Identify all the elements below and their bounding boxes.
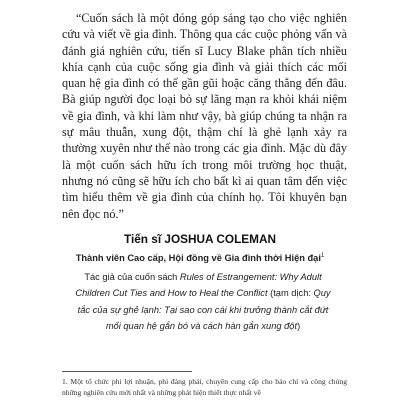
endorsement-quote: “Cuốn sách là một đóng góp sáng tạo cho việc nghiên cứu và viết về gia đình. Thông qua các cuộc phỏng vấn và đánh giá nghiên cứu, tiến sĩ Lucy Blake phân tích nhiều khía cạnh của cuộc sống gia đình và giải thích các mối quan hệ gia đình có thể gần gũi hoặc căng thẳng đến đâu. Bà giúp người đọc loại bỏ sự lãng mạn ra khỏi khái niệm về gia đình, và khi làm như vậy, bà giúp chúng ta nhận ra sự mâu thuẫn, xung đột, thậm chí là ghẻ lạnh xảy ra thường xuyên như thế nào trong các gia đình. Mặc dù đây là một cuốn sách hữu ích trong môi trường học thuật, nhưng nó cũng sẽ hữu ích cho bất kì ai quan tâm đến việc tìm hiểu thêm về gia đình của chính họ. Tôi khuyên bạn nên đọc nó.” [62, 11, 347, 221]
bio-book-title: Rules of Estrangement: Why Adult Children Cut Ties and How to Heal the Conflict [75, 272, 322, 299]
footnote-divider [62, 371, 192, 372]
endorser-role-text: Thành viên Cao cấp, Hội đồng về Gia đình thời Hiện đại [75, 253, 321, 264]
bio-book-title-translation: Quy tắc của sự ghẻ lạnh: Tại sao con cái khi trưởng thành cắt đứt mối quan hệ gắn bó và cách hàn gắn xung đột [77, 288, 331, 331]
endorser-role [0, 253, 400, 263]
endorser-name: Tiến sĩ JOSHUA COLEMAN [123, 232, 277, 246]
footnote: 1. Một tổ chức phi lợi nhuận, phi đảng phái, chuyên cung cấp cho báo chí và công chúng những nghiên cứu mới nhất và những phát hiện thiết thực nhất về [62, 377, 347, 397]
endorser-bio [72, 269, 334, 334]
bio-suffix: ) [297, 320, 301, 331]
bio-prefix: Tác giả của cuốn sách [84, 272, 180, 282]
bio-middle: (tạm dịch: [267, 288, 314, 299]
footnote-mark: 1 [320, 253, 325, 259]
